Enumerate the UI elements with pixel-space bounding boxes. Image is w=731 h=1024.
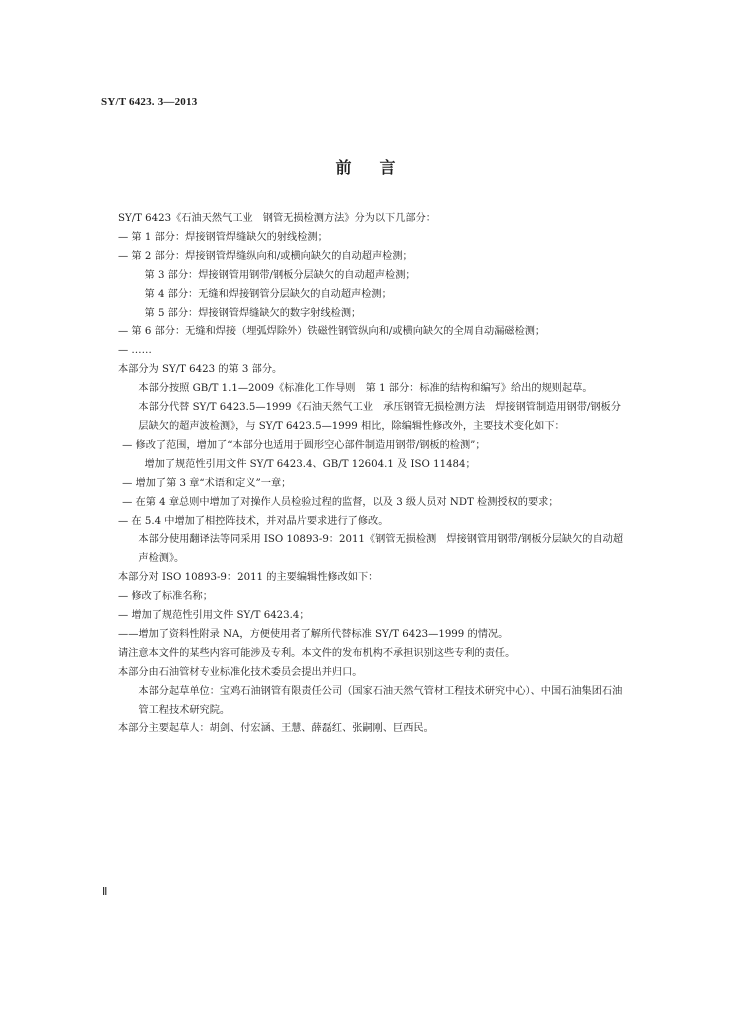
change-item-2: 增加了规范性引用文件 SY/T 6423.4、GB/T 12604.1 及 ISO 11484； xyxy=(144,458,476,470)
paragraph-editorial-changes: 本部分对 ISO 10893-9：2011 的主要编辑性修改如下： xyxy=(118,572,379,584)
paragraph-drafting-units: 本部分起草单位：宝鸡石油钢管有限责任公司（国家石油天然气管材工程技术研究中心）、中国石油集团石油管工程技术研究院。 xyxy=(138,685,623,716)
paragraph-iso-adoption: 本部分使用翻译法等同采用 ISO 10893-9：2011《钢管无损检测 焊接钢管用钢带/钢板分层缺欠的自动超声检测》。 xyxy=(138,534,624,565)
change-item-1: — 修改了范围，增加了“本部分也适用于圆形空心部件制造用钢带/钢板的检测”； xyxy=(122,439,486,451)
part-item-6: — 第 6 部分：无缝和焊接（埋弧焊除外）铁磁性钢管纵向和/或横向缺欠的全周自动漏磁检测； xyxy=(118,326,546,338)
page-number: Ⅱ xyxy=(102,886,108,898)
paragraph-replaces: 本部分代替 SY/T 6423.5—1999《石油天然气工业 承压钢管无损检测方法 焊接钢管制造用钢带/钢板分层缺欠的超声波检测》，与 SY/T 6423.5—1999 相比，除编辑性修改外，主要技术变化如下： xyxy=(138,402,621,432)
change-item-3: — 增加了第 3 章“术语和定义”一章； xyxy=(122,477,292,489)
paragraph-drafting-rules: 本部分按照 GB/T 1.1—2009《标准化工作导则 第 1 部分：标准的结构和编写》给出的规则起草。 xyxy=(138,383,593,395)
page-title: 前言 xyxy=(335,158,424,177)
part-item-3: 第 3 部分：焊接钢管用钢带/钢板分层缺欠的自动超声检测； xyxy=(144,269,416,281)
change-item-5: — 在 5.4 中增加了相控阵技术，并对晶片要求进行了修改。 xyxy=(118,515,389,527)
paragraph-drafters: 本部分主要起草人：胡剑、付宏涵、王慧、薛磊红、张嗣刚、巨西民。 xyxy=(118,723,434,735)
edit-item-2: — 增加了规范性引用文件 SY/T 6423.4； xyxy=(118,610,310,622)
paragraph-part-number: 本部分为 SY/T 6423 的第 3 部分。 xyxy=(118,364,283,376)
edit-item-3: ——增加了资料性附录 NA，方便使用者了解所代替标准 SY/T 6423—1999 的情况。 xyxy=(118,628,509,640)
document-body xyxy=(118,210,630,739)
document-code: SY/T 6423. 3—2013 xyxy=(101,96,198,108)
part-item-4: 第 4 部分：无缝和焊接钢管分层缺欠的自动超声检测； xyxy=(144,288,392,300)
intro-paragraph: SY/T 6423《石油天然气工业 钢管无损检测方法》分为以下几部分： xyxy=(118,213,436,224)
paragraph-patent-notice: 请注意本文件的某些内容可能涉及专利。本文件的发布机构不承担识别这些专利的责任。 xyxy=(118,647,516,659)
part-item-ellipsis: — …… xyxy=(118,345,152,357)
edit-item-1: — 修改了标准名称； xyxy=(118,591,213,603)
change-item-4: — 在第 4 章总则中增加了对操作人员检验过程的监督，以及 3 级人员对 NDT 检测授权的要求； xyxy=(122,496,559,508)
part-item-2: — 第 2 部分：焊接钢管焊缝纵向和/或横向缺欠的自动超声检测； xyxy=(118,250,413,262)
part-item-5: 第 5 部分：焊接钢管焊缝缺欠的数字射线检测； xyxy=(144,307,362,319)
paragraph-committee: 本部分由石油管材专业标准化技术委员会提出并归口。 xyxy=(118,666,363,678)
part-item-1: — 第 1 部分：焊接钢管焊缝缺欠的射线检测； xyxy=(118,231,328,243)
